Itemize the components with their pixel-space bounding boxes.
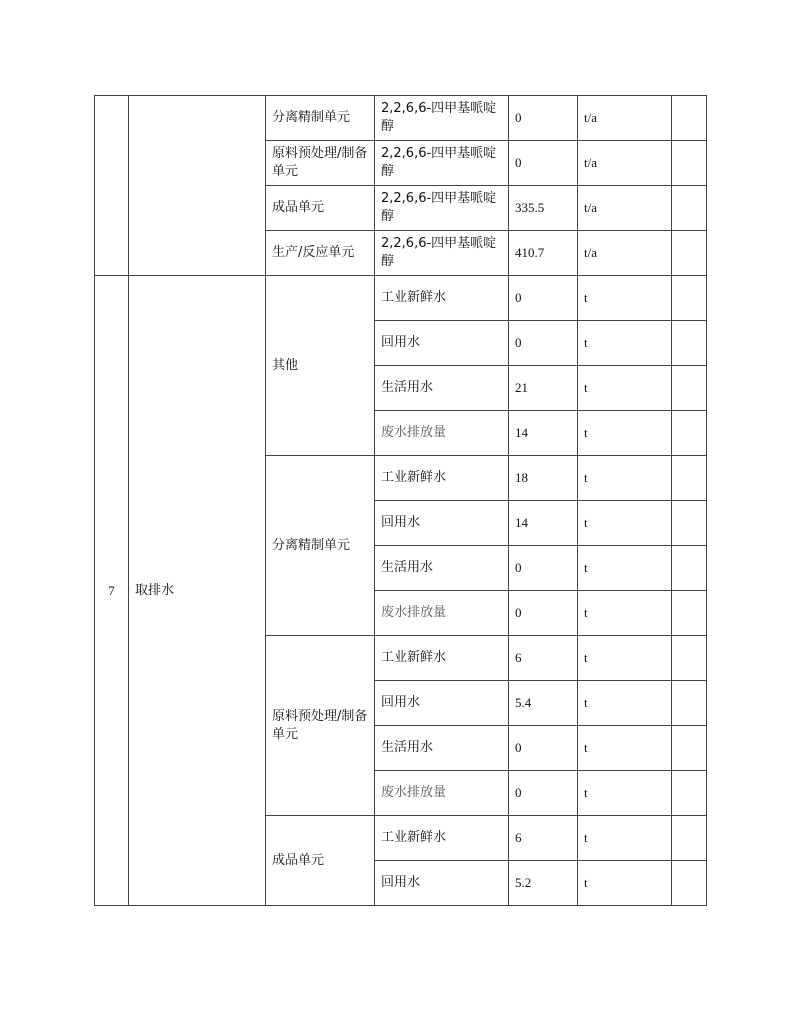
value-cell: 0 (509, 546, 578, 591)
item-cell: 工业新鲜水 (375, 636, 509, 681)
remark-cell (672, 276, 707, 321)
measure-cell: t/a (578, 231, 672, 276)
item-cell: 2,2,6,6-四甲基哌啶醇 (375, 231, 509, 276)
unit-cell: 成品单元 (266, 816, 375, 906)
value-cell: 0 (509, 96, 578, 141)
measure-cell: t (578, 456, 672, 501)
value-cell: 0 (509, 726, 578, 771)
item-cell: 生活用水 (375, 546, 509, 591)
water-balance-table (94, 95, 707, 906)
remark-cell (672, 726, 707, 771)
measure-cell: t (578, 816, 672, 861)
remark-cell (672, 681, 707, 726)
measure-cell: t (578, 321, 672, 366)
unit-cell: 其他 (266, 276, 375, 456)
value-cell: 14 (509, 411, 578, 456)
remark-cell (672, 411, 707, 456)
value-cell: 5.4 (509, 681, 578, 726)
item-cell: 回用水 (375, 501, 509, 546)
unit-cell: 分离精制单元 (266, 456, 375, 636)
measure-cell: t (578, 636, 672, 681)
item-cell: 废水排放量 (375, 771, 509, 816)
unit-cell: 原料预处理/制备单元 (266, 141, 375, 186)
value-cell: 18 (509, 456, 578, 501)
remark-cell (672, 861, 707, 906)
value-cell: 5.2 (509, 861, 578, 906)
unit-cell: 原料预处理/制备单元 (266, 636, 375, 816)
measure-cell: t (578, 546, 672, 591)
remark-cell (672, 186, 707, 231)
index-cell-empty (95, 96, 129, 276)
value-cell: 0 (509, 276, 578, 321)
unit-cell: 成品单元 (266, 186, 375, 231)
value-cell: 6 (509, 636, 578, 681)
category-cell-empty (129, 96, 266, 276)
remark-cell (672, 771, 707, 816)
table-row (95, 96, 707, 141)
measure-cell: t/a (578, 186, 672, 231)
item-cell: 2,2,6,6-四甲基哌啶醇 (375, 96, 509, 141)
measure-cell: t (578, 771, 672, 816)
remark-cell (672, 321, 707, 366)
item-cell: 2,2,6,6-四甲基哌啶醇 (375, 141, 509, 186)
remark-cell (672, 366, 707, 411)
section-index: 7 (95, 276, 129, 906)
measure-cell: t (578, 366, 672, 411)
value-cell: 0 (509, 141, 578, 186)
remark-cell (672, 96, 707, 141)
measure-cell: t (578, 411, 672, 456)
table-row (95, 276, 707, 321)
item-cell: 回用水 (375, 681, 509, 726)
value-cell: 0 (509, 321, 578, 366)
remark-cell (672, 816, 707, 861)
measure-cell: t (578, 726, 672, 771)
measure-cell: t/a (578, 141, 672, 186)
section-name: 取排水 (129, 276, 266, 906)
value-cell: 21 (509, 366, 578, 411)
measure-cell: t (578, 501, 672, 546)
value-cell: 6 (509, 816, 578, 861)
remark-cell (672, 231, 707, 276)
item-cell: 生活用水 (375, 726, 509, 771)
unit-cell: 分离精制单元 (266, 96, 375, 141)
remark-cell (672, 636, 707, 681)
measure-cell: t (578, 591, 672, 636)
value-cell: 0 (509, 591, 578, 636)
item-cell: 工业新鲜水 (375, 456, 509, 501)
item-cell: 生活用水 (375, 366, 509, 411)
measure-cell: t (578, 276, 672, 321)
remark-cell (672, 591, 707, 636)
value-cell: 0 (509, 771, 578, 816)
remark-cell (672, 141, 707, 186)
value-cell: 410.7 (509, 231, 578, 276)
remark-cell (672, 456, 707, 501)
item-cell: 废水排放量 (375, 591, 509, 636)
unit-cell: 生产/反应单元 (266, 231, 375, 276)
remark-cell (672, 501, 707, 546)
item-cell: 2,2,6,6-四甲基哌啶醇 (375, 186, 509, 231)
item-cell: 回用水 (375, 321, 509, 366)
value-cell: 335.5 (509, 186, 578, 231)
remark-cell (672, 546, 707, 591)
value-cell: 14 (509, 501, 578, 546)
item-cell: 废水排放量 (375, 411, 509, 456)
measure-cell: t (578, 861, 672, 906)
item-cell: 回用水 (375, 861, 509, 906)
measure-cell: t (578, 681, 672, 726)
item-cell: 工业新鲜水 (375, 816, 509, 861)
item-cell: 工业新鲜水 (375, 276, 509, 321)
measure-cell: t/a (578, 96, 672, 141)
